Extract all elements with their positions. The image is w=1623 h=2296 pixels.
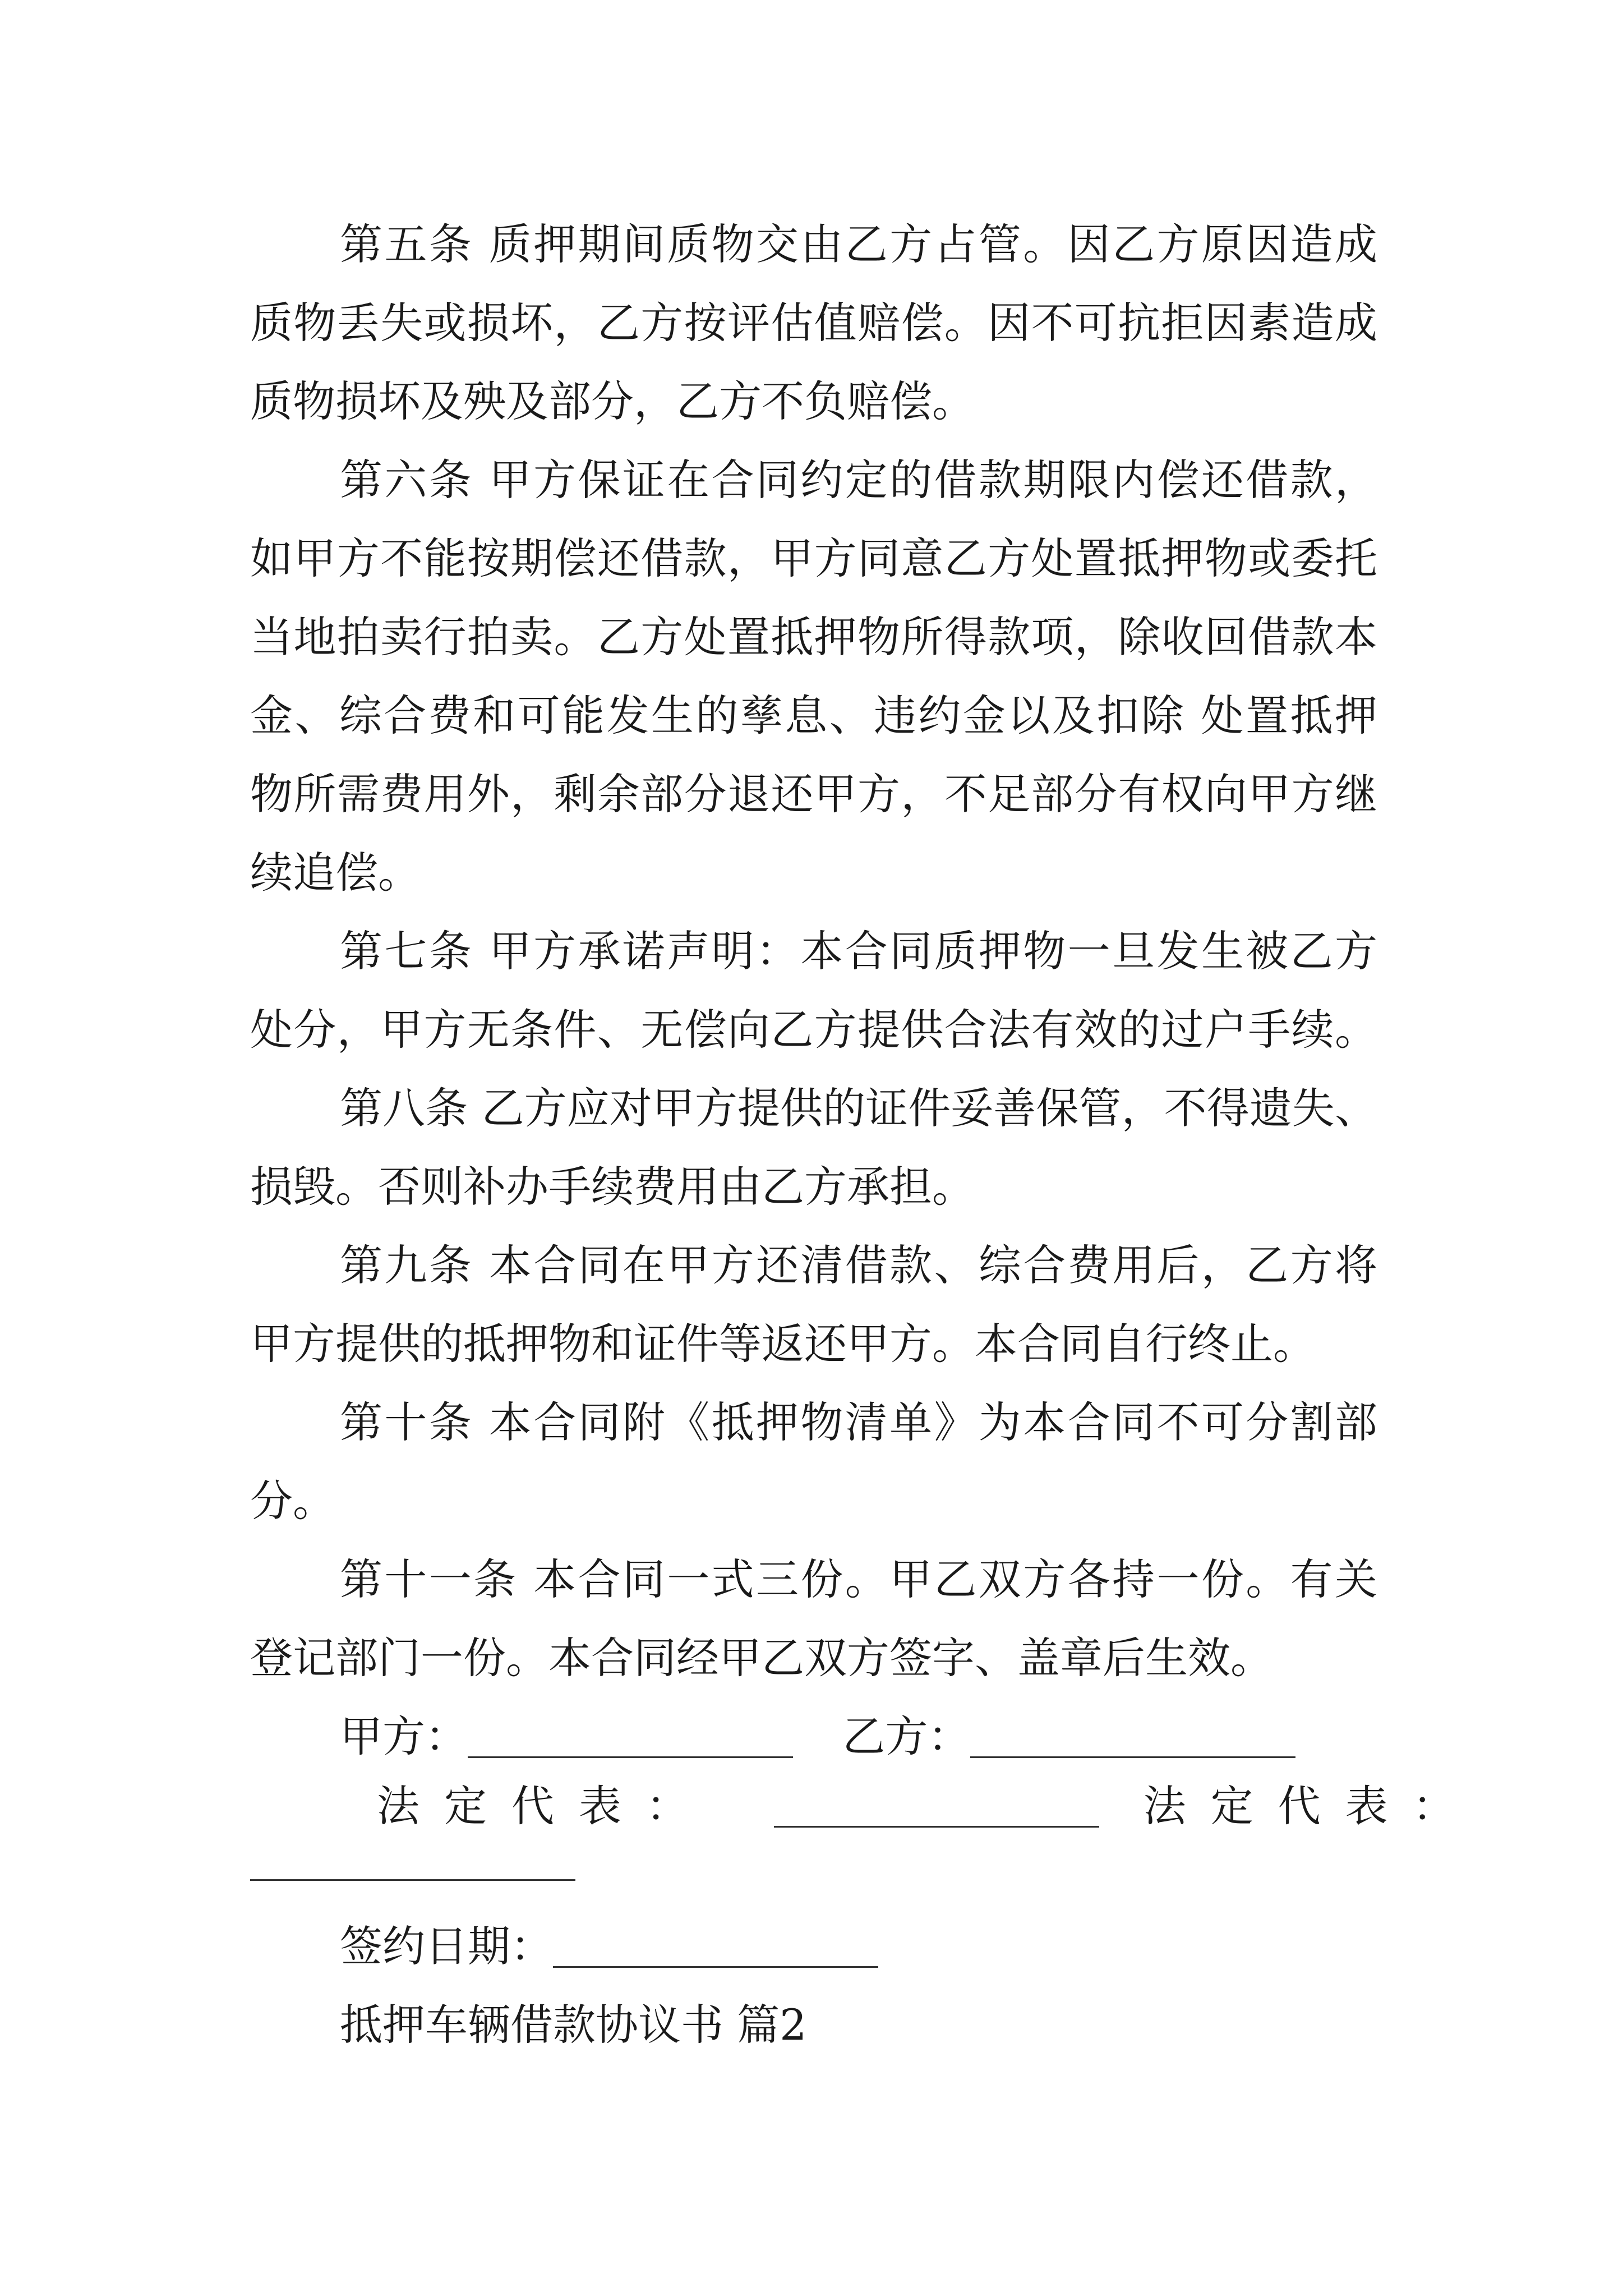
clause-11-line-2: 登记部门一份。本合同经甲乙双方签字、盖章后生效。 bbox=[250, 1633, 1273, 1683]
clause-6-line-5: 物所需费用外，剩余部分退还甲方，不足部分有权向甲方继 bbox=[250, 769, 1377, 819]
clause-5-line-3: 质物损坏及殃及部分，乙方不负赔偿。 bbox=[250, 376, 975, 426]
clause-11-line-1: 第十一条 本合同一式三份。甲乙双方各持一份。有关 bbox=[340, 1554, 1377, 1604]
legal-rep-row bbox=[377, 1767, 1480, 1846]
clause-6-line-6: 续追偿。 bbox=[250, 848, 421, 898]
clause-5-line-2: 质物丢失或损坏，乙方按评估值赔偿。因不可抗拒因素造成 bbox=[250, 298, 1377, 348]
party-signature-row bbox=[340, 1697, 1377, 1776]
legal-rep-label-a: 法定代表： bbox=[377, 1781, 713, 1831]
clause-10-line-1: 第十条 本合同附《抵押物清单》为本合同不可分割部 bbox=[340, 1397, 1377, 1447]
clause-7-line-1: 第七条 甲方承诺声明：本合同质押物一旦发生被乙方 bbox=[340, 926, 1377, 976]
sign-date-blank bbox=[553, 1932, 878, 1968]
clause-6-line-1: 第六条 甲方保证在合同约定的借款期限内偿还借款， bbox=[340, 455, 1377, 505]
sign-date-label: 签约日期： bbox=[340, 1921, 553, 1971]
clause-7-line-2: 处分，甲方无条件、无偿向乙方提供合法有效的过户手续。 bbox=[250, 1005, 1377, 1055]
clause-6-line-4: 金、综合费和可能发生的孳息、违约金以及扣除 处置抵押 bbox=[250, 691, 1377, 740]
clause-8-line-2: 损毁。否则补办手续费用由乙方承担。 bbox=[250, 1162, 975, 1212]
clause-10-line-2: 分。 bbox=[250, 1476, 335, 1526]
clause-5-line-1: 第五条 质押期间质物交由乙方占管。因乙方原因造成 bbox=[340, 219, 1377, 269]
legal-rep-b-blank bbox=[250, 1879, 575, 1881]
legal-rep-label-b: 法定代表： bbox=[1143, 1781, 1480, 1831]
next-section-title: 抵押车辆借款协议书 篇2 bbox=[340, 2000, 807, 2050]
clause-9-line-1: 第九条 本合同在甲方还清借款、综合费用后，乙方将 bbox=[340, 1240, 1377, 1290]
clause-6-line-3: 当地拍卖行拍卖。乙方处置抵押物所得款项，除收回借款本 bbox=[250, 612, 1377, 662]
clause-9-line-2: 甲方提供的抵押物和证件等返还甲方。本合同自行终止。 bbox=[250, 1319, 1316, 1369]
party-b-label: 乙方： bbox=[842, 1711, 971, 1761]
legal-rep-a-blank bbox=[774, 1792, 1099, 1828]
clause-8-line-1: 第八条 乙方应对甲方提供的证件妥善保管，不得遗失、 bbox=[340, 1083, 1377, 1133]
sign-date-row bbox=[340, 1907, 1377, 1986]
clause-6-line-2: 如甲方不能按期偿还借款，甲方同意乙方处置抵押物或委托 bbox=[250, 533, 1377, 583]
party-a-blank bbox=[468, 1723, 793, 1758]
party-b-blank bbox=[970, 1723, 1295, 1758]
party-a-label: 甲方： bbox=[340, 1711, 468, 1761]
